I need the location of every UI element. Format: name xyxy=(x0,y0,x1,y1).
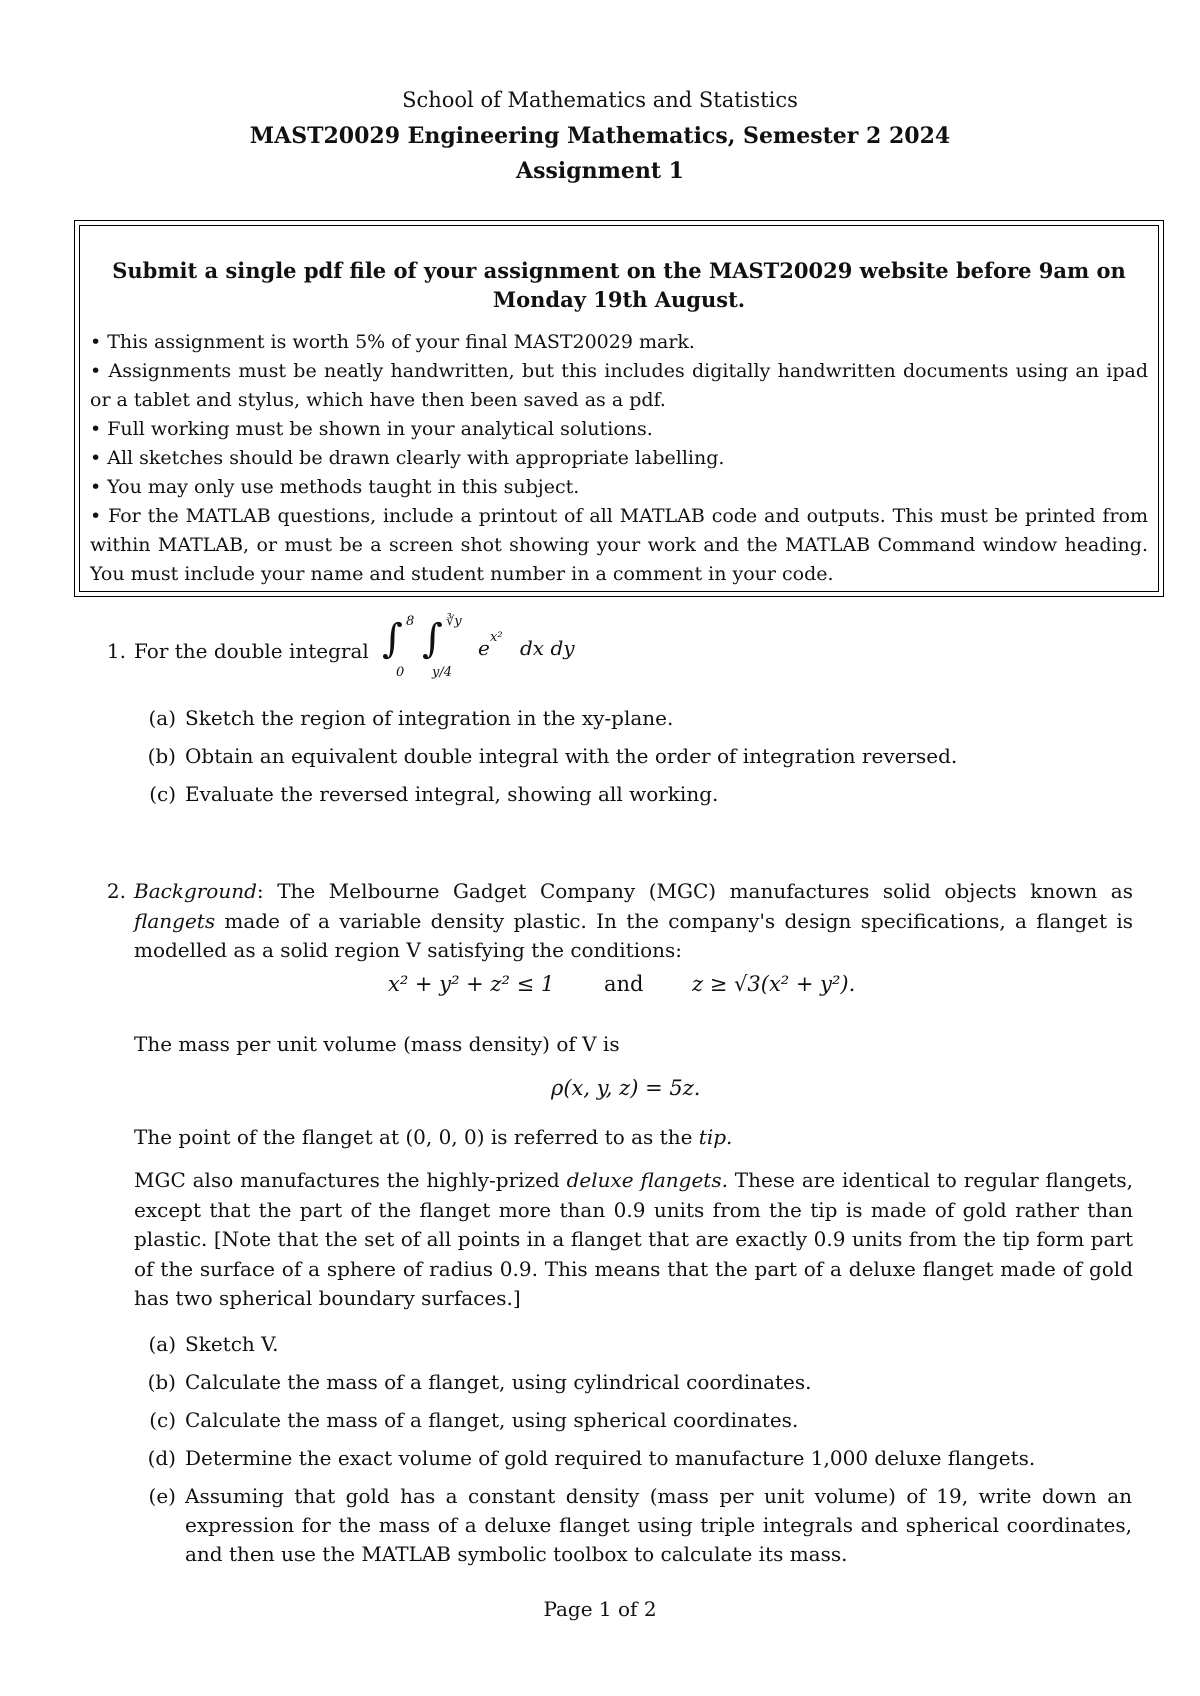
density-equation: ρ(x, y, z) = 5z. xyxy=(551,1076,701,1100)
part-label: (d) xyxy=(147,1446,176,1470)
part-text: Obtain an equivalent double integral with the order of integration reversed. xyxy=(185,744,958,768)
part-label: (c) xyxy=(149,782,176,806)
part-text: Determine the exact volume of gold required to manufacture 1,000 deluxe flangets. xyxy=(185,1446,1036,1470)
instructions-inner-border xyxy=(79,225,1159,592)
tip-text: The point of the flanget at (0, 0, 0) is referred to as the xyxy=(134,1125,693,1149)
assignment-title: Assignment 1 xyxy=(516,158,684,184)
part-label: (b) xyxy=(147,744,176,768)
part-label: (a) xyxy=(148,1332,176,1356)
q2-background xyxy=(134,877,1133,966)
condition-left: x² + y² + z² ≤ 1 xyxy=(388,972,555,996)
inner-integral-sign: ∫ xyxy=(422,616,443,662)
condition-right: z ≥ √3(x² + y²). xyxy=(692,972,856,996)
background-text: : The Melbourne Gadget Company (MGC) manufactures solid objects known as xyxy=(256,879,1133,903)
part-text: Assuming that gold has a constant density (mass per unit volume) of 19, write down an expression for the mass of a deluxe flanget using triple integrals and spherical coordinates, and then use the MATLAB symbolic toolbox to calculate its mass. xyxy=(185,1484,1132,1566)
inner-lower-limit: y/4 xyxy=(432,665,452,680)
q2-part-c xyxy=(132,1406,1132,1435)
part-label: (b) xyxy=(147,1370,176,1394)
q2-part-b xyxy=(132,1368,1132,1397)
page-number: Page 1 of 2 xyxy=(543,1597,657,1621)
double-integral xyxy=(382,612,622,682)
deluxe-description xyxy=(134,1166,1133,1314)
density-intro: The mass per unit volume (mass density) of V is xyxy=(134,1032,620,1056)
deluxe-text-2: These are identical to regular flangets, except that the part of the flanget more than 0.9 units from the tip is made of gold rather than plastic. [Note that the set of all points in a flanget that are exactly 0.9 units from the tip form part of the surface of a sphere of radius 0.9. This means that the part of a deluxe flanget made of gold has two spherical boundary surfaces.] xyxy=(134,1168,1133,1310)
instructions-box xyxy=(74,220,1164,597)
inner-upper-limit: ∛y xyxy=(446,614,462,629)
q2-part-e xyxy=(132,1482,1132,1572)
q2-part-d xyxy=(132,1444,1132,1473)
integrand-exponent: x² xyxy=(490,630,503,645)
deluxe-text-1: MGC also manufactures the highly-prized xyxy=(134,1168,560,1192)
integrand-base: e xyxy=(478,636,490,660)
differentials: dx dy xyxy=(520,636,575,660)
instruction-item: • All sketches should be drawn clearly with appropriate labelling. xyxy=(90,444,1148,473)
part-label: (c) xyxy=(149,1408,176,1432)
part-text: Calculate the mass of a flanget, using spherical coordinates. xyxy=(185,1408,799,1432)
part-text: Calculate the mass of a flanget, using cylindrical coordinates. xyxy=(185,1370,812,1394)
instruction-item: • For the MATLAB questions, include a printout of all MATLAB code and outputs. This must be printed from within MATLAB, or must be a screen shot showing your work and the MATLAB Command window heading. You must include your name and student number in a comment in your code. xyxy=(90,502,1148,589)
part-label: (e) xyxy=(148,1484,176,1508)
instruction-item: • This assignment is worth 5% of your final MAST20029 mark. xyxy=(90,328,1148,357)
instruction-item: • Assignments must be neatly handwritten, but this includes digitally handwritten documents using an ipad or a tablet and stylus, which have then been saved as a pdf. xyxy=(90,357,1148,415)
question-lead: For the double integral xyxy=(134,639,369,663)
condition-and: and xyxy=(604,972,644,996)
question-number: 2. xyxy=(106,879,126,903)
instruction-item: • Full working must be shown in your analytical solutions. xyxy=(90,415,1148,444)
course-title: MAST20029 Engineering Mathematics, Semester 2 2024 xyxy=(249,123,951,149)
q1-part-c xyxy=(132,780,1132,809)
background-text-2: made of a variable density plastic. In the company's design specifications, a flanget is modelled as a solid region V satisfying the conditions: xyxy=(134,908,1133,962)
outer-lower-limit: 0 xyxy=(396,665,405,680)
q2-part-a xyxy=(132,1330,1132,1359)
submission-instruction: Submit a single pdf file of your assignment on the MAST20029 website before 9am on Monday 19th August. xyxy=(112,258,1126,312)
q1-part-a xyxy=(132,704,1132,733)
background-label: Background xyxy=(134,879,257,903)
tip-definition xyxy=(134,1123,1133,1153)
school-name: School of Mathematics and Statistics xyxy=(402,88,798,112)
outer-upper-limit: 8 xyxy=(406,614,415,629)
part-text: Sketch the region of integration in the xy-plane. xyxy=(185,706,674,730)
outer-integral-sign: ∫ xyxy=(382,616,403,662)
part-text: Sketch V. xyxy=(185,1332,279,1356)
question-number: 1. xyxy=(106,639,126,663)
q1-part-b xyxy=(132,742,1132,771)
flangets-term: flangets xyxy=(134,908,216,933)
instruction-list xyxy=(90,328,1148,589)
tip-term: tip. xyxy=(698,1125,733,1149)
part-text: Evaluate the reversed integral, showing all working. xyxy=(185,782,719,806)
deluxe-term: deluxe flangets. xyxy=(566,1168,728,1192)
instruction-item: • You may only use methods taught in this subject. xyxy=(90,473,1148,502)
part-label: (a) xyxy=(148,706,176,730)
